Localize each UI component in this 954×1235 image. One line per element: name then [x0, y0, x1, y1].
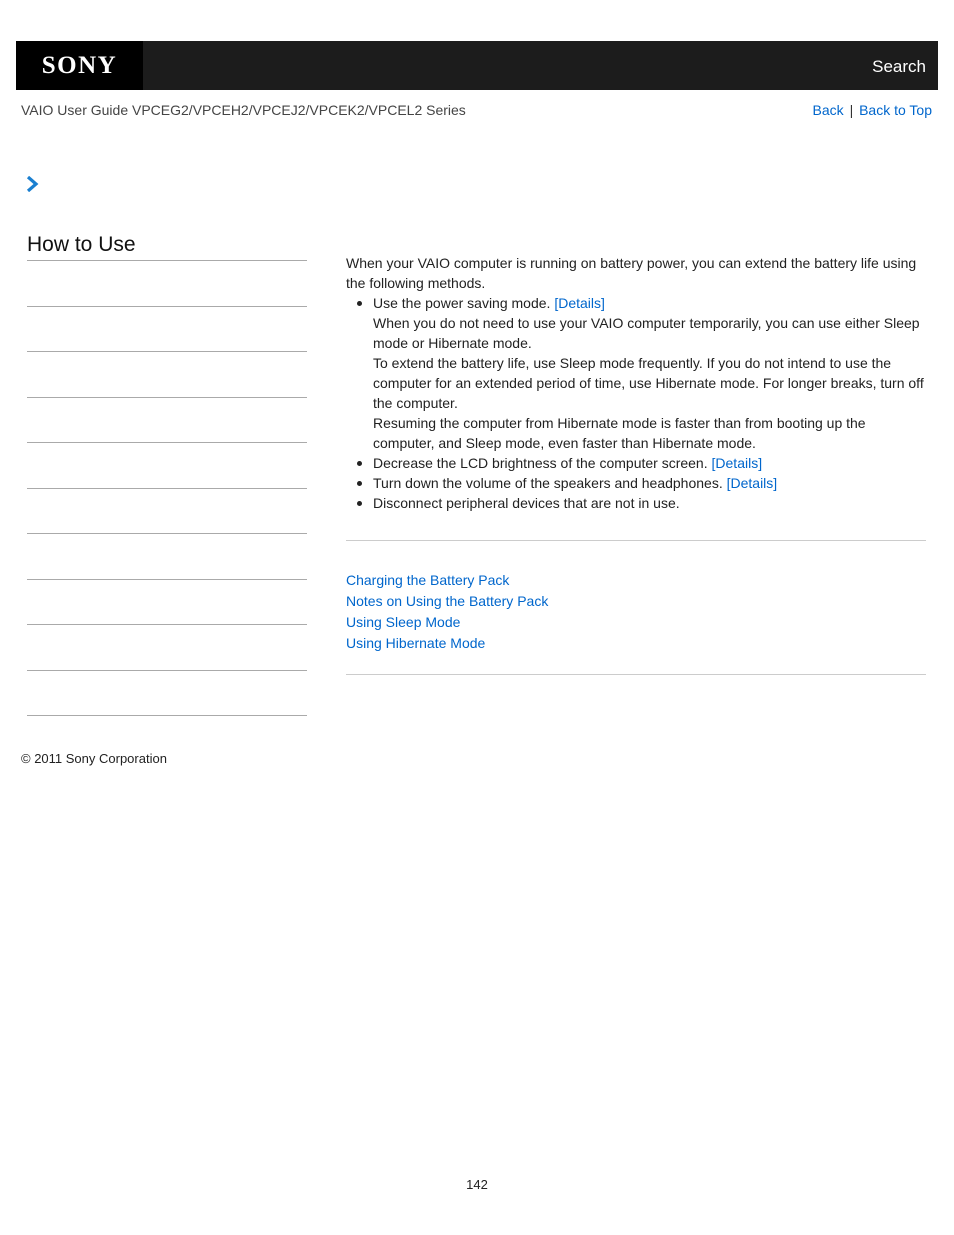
details-link[interactable]: [Details] [726, 475, 778, 491]
guide-title: VAIO User Guide VPCEG2/VPCEH2/VPCEJ2/VPCEK2/VPCEL2 Series [21, 102, 466, 118]
chevron-right-icon [25, 176, 39, 192]
page-number: 142 [466, 1177, 488, 1192]
sidebar-item[interactable] [27, 351, 307, 397]
bullet-text: Turn down the volume of the speakers and headphones. [373, 475, 723, 491]
list-item [373, 473, 926, 493]
sidebar-item[interactable] [27, 488, 307, 534]
sidebar [27, 232, 307, 716]
details-link[interactable]: [Details] [554, 295, 605, 311]
sidebar-item[interactable] [27, 533, 307, 579]
sidebar-item[interactable] [27, 624, 307, 670]
bullet-note: When you do not need to use your VAIO computer temporarily, you can use either Sleep mode or Hibernate mode. [373, 315, 920, 351]
sidebar-title: How to Use [27, 233, 136, 256]
sidebar-item[interactable] [27, 260, 307, 306]
nav-links [813, 102, 932, 118]
divider [346, 540, 926, 541]
sidebar-item[interactable] [27, 442, 307, 488]
bullet-text: Decrease the LCD brightness of the computer screen. [373, 455, 708, 471]
related-link-sleep[interactable]: Using Sleep Mode [346, 614, 461, 630]
sidebar-item[interactable] [27, 306, 307, 352]
back-link[interactable]: Back [812, 102, 844, 118]
bullet-note: To extend the battery life, use Sleep mode frequently. If you do not intend to use the computer for an extended period of time, use Hibernate mode. For longer breaks, turn off the computer. [373, 355, 924, 411]
related-links [346, 570, 548, 654]
bullet-text: Disconnect peripheral devices that are not in use. [373, 495, 680, 511]
top-bar [16, 41, 938, 90]
list-item [373, 493, 926, 513]
related-link-notes[interactable]: Notes on Using the Battery Pack [346, 593, 549, 609]
logo-text: SONY [41, 51, 118, 79]
nav-separator: | [849, 102, 854, 118]
main-content [346, 253, 926, 513]
back-to-top-link[interactable]: Back to Top [859, 102, 932, 118]
bullet-note: Resuming the computer from Hibernate mode is faster than from booting up the computer, and Sleep mode, even faster than Hibernate mode. [373, 415, 866, 451]
related-link-charging[interactable]: Charging the Battery Pack [346, 572, 510, 588]
copyright: © 2011 Sony Corporation [21, 751, 167, 766]
sidebar-last-divider [27, 715, 307, 716]
bullet-text: Use the power saving mode. [373, 295, 551, 311]
list-item [373, 453, 926, 473]
list-item [373, 293, 926, 453]
divider [346, 674, 926, 675]
sidebar-item[interactable] [27, 397, 307, 443]
details-link[interactable]: [Details] [711, 455, 763, 471]
search-button[interactable]: Search [872, 57, 926, 76]
intro-text: When your VAIO computer is running on battery power, you can extend the battery life using the following methods. [346, 255, 917, 291]
sony-logo[interactable] [16, 41, 143, 90]
sidebar-item[interactable] [27, 579, 307, 625]
sidebar-item[interactable] [27, 670, 307, 716]
tips-list [346, 293, 926, 513]
related-link-hibernate[interactable]: Using Hibernate Mode [346, 635, 486, 651]
